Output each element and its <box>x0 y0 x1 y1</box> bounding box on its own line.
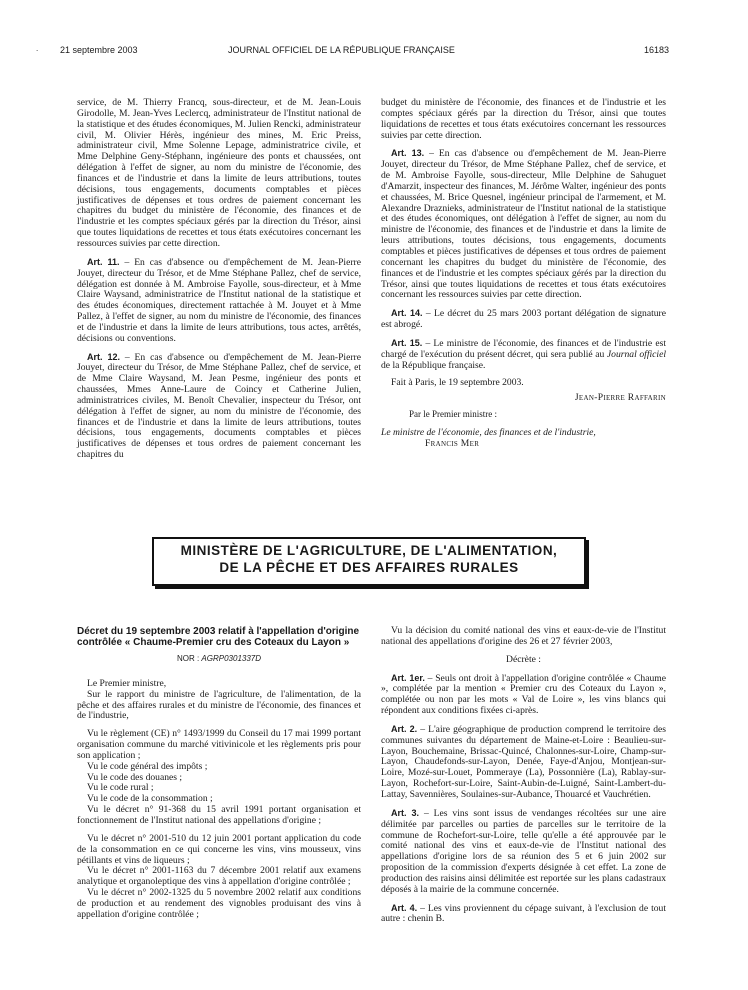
vu-item: Vu le code rural ; <box>87 782 154 794</box>
article-text: – Seuls ont droit à l'appellation d'origine contrôlée « Chaume », complétée par la mention « Premier cru des Coteaux du Layon », complétée ou non par les mots « Val de Loire », les vins blancs qui répondent aux conditions fixées ci-après. <box>381 672 666 717</box>
nor-code: AGRP0301337D <box>201 654 262 663</box>
article-text: – En cas d'absence ou d'empêchement de M. Jean-Pierre Jouyet, directeur du Trésor, et de Mme Stéphane Pallez, chef de service, délégation est donnée à M. Ambroise Fayolle, sous-directeur, et à Mme Claire Waysand, administratrice de l'Institut national de la statistique et des études économiques, directement rattachée à M. Jouyet et à Mme Pallez, à l'effet de signer, au nom du ministre de l'économie, des finances et de l'industrie et dans la limite de leurs attributions, tous actes, arrêtés, décisions ou conventions. <box>77 256 361 344</box>
signatory-mer: Francis Mer <box>425 437 480 449</box>
header-date: 21 septembre 2003 <box>60 45 138 55</box>
ministry-banner-line2: DE LA PÊCHE ET DES AFFAIRES RURALES <box>219 560 519 575</box>
margin-mark: . <box>36 44 39 53</box>
article-label: Art. 15. <box>391 337 423 348</box>
article-12 <box>77 352 361 461</box>
article-label: Art. 13. <box>391 148 425 159</box>
journal-title: JOURNAL OFFICIEL DE LA RÉPUBLIQUE FRANÇAISE <box>228 45 455 55</box>
article-13 <box>381 148 666 301</box>
article-label: Art. 11. <box>87 256 120 267</box>
article-1 <box>381 673 666 717</box>
column-top-left <box>77 98 361 461</box>
ministry-banner-line1: MINISTÈRE DE L'AGRICULTURE, DE L'ALIMENTATION, <box>180 543 558 558</box>
vu-item: Vu le décret n° 2001-510 du 12 juin 2001 portant application du code de la consommation en ce qui concerne les vins, vins mousseux, vins pétillants et vins de liqueurs ; <box>77 832 361 866</box>
article-label: Art. 4. <box>391 902 418 913</box>
article-15 <box>381 338 666 372</box>
nor-reference <box>77 654 361 665</box>
vu-item: Vu le code des douanes ; <box>87 771 183 783</box>
article-text: – Le décret du 25 mars 2003 portant délégation de signature est abrogé. <box>381 308 667 331</box>
paragraph-continued: budget du ministère de l'économie, des finances et de l'industrie et les comptes spéciaux gérés par la direction du Trésor, ainsi que toutes liquidations de recettes et tous états exécutoires concernant les ressources suivies par cette direction. <box>381 97 666 141</box>
signatory-raffarin: Jean-Pierre Raffarin <box>574 392 666 404</box>
minister-title: Le ministre de l'économie, des finances et de l'industrie, <box>381 426 596 438</box>
article-label: Art. 3. <box>391 807 420 818</box>
by-prime-minister: Par le Premier ministre : <box>409 409 497 420</box>
article-text: – L'aire géographique de production comprend le territoire des communes suivantes du département de Maine-et-Loire : Beaulieu-sur-Layon, Bouchemaine, Brissac-Quincé, Chalonnes-sur-Loire, Champ-sur-Layon, Chaudefonds-sur-Layon, Denée, Faye-d'Anjou, Montjean-sur-Loire, Mozé-sur-Louet, Pommeraye (La), Possonnière (La), Rablay-sur-Layon, Rochefort-sur-Loire, Saint-Aubin-de-Luigné, Saint-Lambert-du-Lattay, Savennières, Soulaines-sur-Aubance, Thouarcé et Vauchrétien. <box>381 723 666 800</box>
article-label: Art. 1er. <box>391 672 425 683</box>
page-number: 16183 <box>644 45 670 55</box>
article-text: de la République française. <box>381 359 486 371</box>
vu-item: Vu le code de la consommation ; <box>87 793 213 805</box>
vu-item: Vu le décret n° 2001-1163 du 7 décembre 2001 relatif aux examens analytique et organoleptique des vins à appellation d'origine contrôlée ; <box>77 865 361 888</box>
article-label: Art. 12. <box>87 351 120 362</box>
column-top-right <box>381 98 666 450</box>
page-header <box>0 44 748 60</box>
vu-item: Vu le décret n° 2002-1325 du 5 novembre 2002 relatif aux conditions de production et au rendement des vignobles produisant des vins à appellation d'origine contrôlée ; <box>77 887 361 920</box>
article-text: – En cas d'absence ou d'empêchement de M. Jean-Pierre Jouyet, directeur du Trésor, de Mme Stéphane Pallez, chef de service, et de M. Ambroise Fayolle, sous-directeur, Mlle Delphine de Sahuguet d'Amarzit, inspecteur des finances, M. Jérôme Walter, ingénieur des ponts et chaussées, M. Brice Quesnel, ingénieur principal de l'armement, et M. Alexandre Draznieks, administrateur de l'Institut national de la statistique et des études économiques, ont délégation à l'effet de signer, au nom du ministre de l'économie, des finances et de l'industrie et dans la limite de leurs attributions, toutes décisions, tous engagements, documents comptables et pièces justificatives de dépenses et tous ordres de paiement concernant les chapitres du budget du ministère de l'économie, des finances et de l'industrie et les comptes spéciaux gérés par la direction du Trésor, ainsi que toutes liquidations de recettes et tous états exécutoires concernant les ressources suivies par cette direction. <box>381 148 666 301</box>
premier-ministre: Le Premier ministre, <box>87 677 167 689</box>
article-text: – Les vins proviennent du cépage suivant, à l'exclusion de tout autre : chenin B. <box>381 902 666 925</box>
vu-item: Vu le décret n° 91-368 du 15 avril 1991 portant organisation et fonctionnement de l'Institut national des appellations d'origine ; <box>77 804 361 826</box>
column-bottom-left <box>77 626 361 921</box>
article-text: – Les vins sont issus de vendanges récoltées sur une aire délimitée par parcelles ou parties de parcelles sur le territoire de la commune de Rochefort-sur-Loire, telle qu'elle a été approuvée par le comité national des vins et eaux-de-vie de l'Institut national des appellations d'origine lors de sa réunion des 5 et 6 juin 2002 sur proposition de la commission d'experts désignée à cet effet. La zone de production des raisins ainsi délimitée est reportée sur les plans cadastraux déposés à la mairie de la commune concernée. <box>381 807 666 895</box>
nor-label: NOR : <box>176 654 202 663</box>
article-3 <box>381 808 666 896</box>
column-bottom-right <box>381 626 666 925</box>
article-11 <box>77 257 361 345</box>
done-at: Fait à Paris, le 19 septembre 2003. <box>391 377 524 389</box>
vu-item: Vu le code général des impôts ; <box>87 760 208 772</box>
article-label: Art. 2. <box>391 723 418 734</box>
journal-name: Journal officiel <box>606 348 666 360</box>
rapport: Sur le rapport du ministre de l'agriculture, de l'alimentation, de la pêche et des affaires rurales et du ministre de l'économie, des finances et de l'industrie, <box>77 688 361 722</box>
article-text: – Le ministre de l'économie, des finances et de l'industrie est chargé de l'exécution du présent décret, qui sera publié au <box>381 337 667 360</box>
decree-title: Décret du 19 septembre 2003 relatif à l'appellation d'origine contrôlée « Chaume-Premier cru des Coteaux du Layon » <box>77 626 360 648</box>
article-4 <box>381 903 666 926</box>
article-label: Art. 14. <box>391 308 423 319</box>
article-14 <box>381 308 666 331</box>
decrete: Décrète : <box>506 653 541 665</box>
article-2 <box>381 724 666 801</box>
ministry-banner <box>152 537 586 586</box>
vu-decision: Vu la décision du comité national des vins et eaux-de-vie de l'Institut national des appellations d'origine des 26 et 27 février 2003, <box>381 625 666 647</box>
paragraph-continued: service, de M. Thierry Francq, sous-directeur, et de M. Jean-Louis Girodolle, M. Jean-Yves Leclercq, administrateur de l'Institut national de la statistique et des études économiques, M. Julien Rencki, administrateur civil, M. Olivier Hérès, ingénieur des mines, M. Eric Preiss, administrateur civil, Mme Solenne Lepage, administratrice civile, et Mme Delphine Geny-Stéphann, ingénieure des ponts et chaussées, ont délégation à l'effet de signer, au nom du ministre de l'économie, des finances et de l'industrie et dans la limite de leurs attributions, toutes décisions, tous engagements, documents comptables et pièces justificatives de dépenses et tous ordres de paiement concernant les chapitres du budget du ministère de l'économie, des finances et de l'industrie et les comptes spéciaux gérés par la direction du Trésor, ainsi que toutes liquidations de recettes et tous états exécutoires concernant les ressources suivies par cette direction. <box>77 97 361 249</box>
vu-item: Vu le règlement (CE) n° 1493/1999 du Conseil du 17 mai 1999 portant organisation commune du marché vitivinicole et les règlements pris pour son application ; <box>77 728 361 761</box>
article-text: – En cas d'absence ou d'empêchement de M. Jean-Pierre Jouyet, directeur du Trésor, de Mme Stéphane Pallez, chef de service, et de Mme Claire Waysand, M. Jean Pesme, ingénieur des ponts et chaussées, Mmes Anne-Laure de Coincy et Catherine Julien, administratrices civiles, M. Benoît Chevalier, inspecteur du Trésor, ont délégation à l'effet de signer, au nom du ministre de l'économie, des finances et de l'industrie et dans la limite de leurs attributions, toutes décisions, tous engagements, documents comptables et pièces justificatives de dépenses et tous ordres de paiement concernant les chapitres du <box>77 351 362 461</box>
